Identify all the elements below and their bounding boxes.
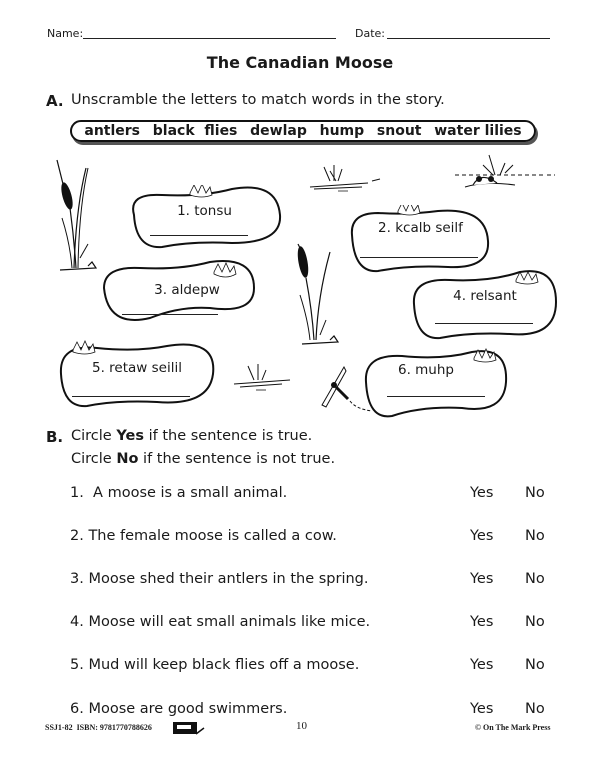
no-option[interactable]: No [525, 571, 545, 587]
grass-tuft-icon [232, 362, 292, 392]
word-bank-item: water lilies [434, 123, 522, 139]
answer-line[interactable] [435, 323, 533, 324]
no-option[interactable]: No [525, 657, 545, 673]
word-bank-item: black flies [152, 123, 238, 139]
answer-line[interactable] [72, 396, 190, 397]
page-title: The Canadian Moose [206, 53, 394, 72]
no-option[interactable]: No [525, 614, 545, 630]
word-bank-item: antlers [84, 123, 141, 139]
answer-line[interactable] [122, 314, 218, 315]
instruction-no-bold: No [116, 451, 139, 467]
question-row [70, 701, 550, 721]
answer-line[interactable] [150, 235, 248, 236]
section-a-instruction: Unscramble the letters to match words in the story. [71, 92, 445, 108]
scrambled-word: 5. retaw seilil [92, 360, 182, 376]
frog-icon [445, 153, 555, 193]
page-number: 10 [296, 720, 307, 732]
pond-item-5 [57, 340, 217, 410]
word-bank [70, 120, 536, 142]
date-label: Date: [355, 27, 385, 40]
instruction-text: Circle [71, 451, 117, 467]
question-row [70, 485, 550, 505]
word-bank-item: hump [319, 123, 365, 139]
no-option[interactable]: No [525, 485, 545, 501]
question-row [70, 528, 550, 548]
pond-item-4 [410, 268, 560, 344]
scrambled-word: 3. aldepw [154, 282, 220, 298]
scrambled-word: 6. muhp [397, 362, 454, 378]
cattail-icon [52, 158, 98, 276]
yes-option[interactable]: Yes [470, 571, 494, 587]
section-b-letter: B. [46, 428, 64, 446]
grass-tuft-icon [308, 163, 383, 193]
no-option[interactable]: No [525, 701, 545, 717]
question-text: 5. Mud will keep black flies off a moose. [70, 657, 360, 673]
name-label: Name: [47, 27, 84, 40]
instruction-text: if the sentence is true. [143, 428, 313, 444]
name-field-line[interactable] [83, 38, 336, 39]
question-row [70, 657, 550, 677]
pond-item-1 [122, 185, 287, 255]
question-row [70, 571, 550, 591]
date-field-line[interactable] [387, 38, 550, 39]
pond-item-2 [348, 205, 493, 277]
instruction-yes-bold: Yes [116, 428, 144, 444]
pond-item-3 [100, 258, 258, 328]
no-option[interactable]: No [525, 528, 545, 544]
footer-code: SSJ1-82 ISBN: 9781770788626 [45, 723, 152, 732]
scrambled-word: 4. relsant [453, 288, 517, 304]
scrambled-word: 1. tonsu [177, 203, 232, 219]
question-text: 6. Moose are good swimmers. [70, 701, 288, 717]
yes-option[interactable]: Yes [470, 485, 494, 501]
answer-line[interactable] [387, 396, 485, 397]
question-text: 3. Moose shed their antlers in the spring. [70, 571, 369, 587]
question-text: 1. A moose is a small animal. [70, 485, 288, 501]
instruction-text: if the sentence is not true. [138, 451, 336, 467]
instruction-text: Circle [71, 428, 117, 444]
question-text: 2. The female moose is called a cow. [70, 528, 337, 544]
scrambled-word: 2. kcalb seilf [378, 220, 463, 236]
pond-item-6 [362, 348, 510, 420]
section-b-instruction-1 [71, 428, 312, 444]
word-bank-item: dewlap [250, 123, 307, 139]
footer-copyright: © On The Mark Press [475, 723, 551, 732]
question-text: 4. Moose will eat small animals like mice. [70, 614, 371, 630]
yes-option[interactable]: Yes [470, 528, 494, 544]
photocopier-icon [172, 719, 206, 735]
question-row [70, 614, 550, 634]
yes-option[interactable]: Yes [470, 657, 494, 673]
cattail-icon [290, 240, 340, 350]
answer-line[interactable] [360, 257, 478, 258]
yes-option[interactable]: Yes [470, 701, 494, 717]
section-a-letter: A. [46, 92, 64, 110]
yes-option[interactable]: Yes [470, 614, 494, 630]
section-b-instruction-2 [71, 451, 335, 467]
word-bank-item: snout [376, 123, 422, 139]
